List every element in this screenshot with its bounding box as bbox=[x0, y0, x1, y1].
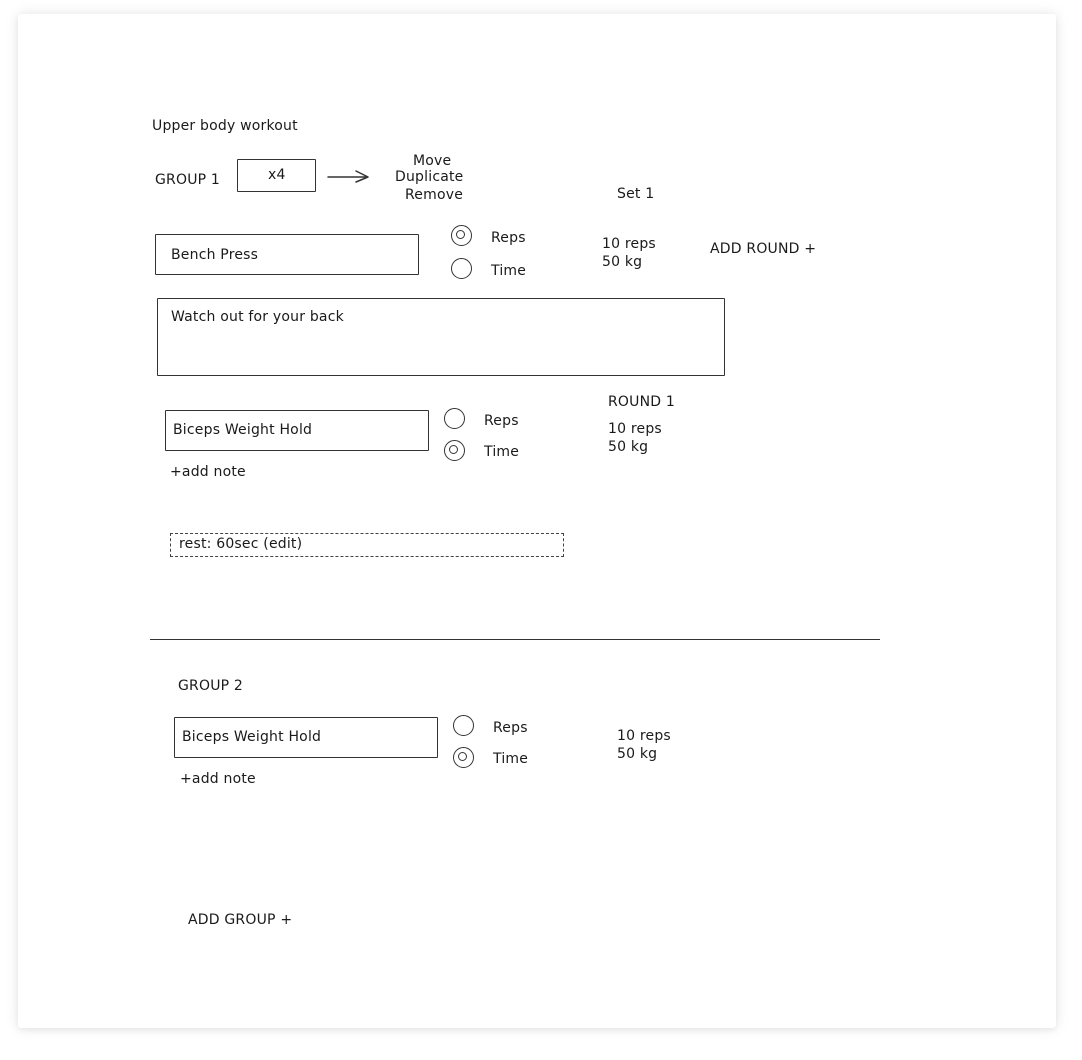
exercise-note-textarea[interactable] bbox=[157, 298, 725, 376]
rest-edit-box[interactable] bbox=[170, 533, 564, 557]
exercise-note-value: Watch out for your back bbox=[171, 309, 344, 325]
exercise-name-input[interactable] bbox=[174, 717, 438, 758]
group-1-multiplier-input[interactable] bbox=[237, 159, 316, 192]
group-1-remove-action[interactable]: Remove bbox=[405, 187, 464, 203]
group-1-move-action[interactable]: Move bbox=[413, 153, 452, 169]
add-round-button[interactable]: ADD ROUND + bbox=[710, 241, 817, 257]
exercise-reps-value: 10 reps bbox=[617, 728, 671, 744]
group-1-multiplier-value: x4 bbox=[268, 167, 286, 183]
radio-time[interactable] bbox=[451, 258, 472, 279]
group-1-label: GROUP 1 bbox=[155, 172, 221, 188]
radio-time-label: Time bbox=[484, 444, 520, 460]
radio-time[interactable] bbox=[444, 440, 465, 461]
exercise-name-input[interactable] bbox=[165, 410, 429, 451]
exercise-name-value: Biceps Weight Hold bbox=[173, 422, 313, 438]
exercise-weight-value: 50 kg bbox=[608, 439, 649, 455]
exercise-reps-value: 10 reps bbox=[602, 236, 656, 252]
add-note-link[interactable]: +add note bbox=[180, 771, 256, 787]
exercise-weight-value: 50 kg bbox=[617, 746, 658, 762]
exercise-name-value: Bench Press bbox=[171, 247, 259, 263]
add-group-button[interactable]: ADD GROUP + bbox=[188, 912, 293, 928]
radio-time-label: Time bbox=[493, 751, 529, 767]
radio-time-label: Time bbox=[491, 263, 527, 279]
radio-reps-label: Reps bbox=[493, 720, 528, 736]
exercise-weight-value: 50 kg bbox=[602, 254, 643, 270]
radio-reps[interactable] bbox=[444, 408, 465, 429]
radio-reps-label: Reps bbox=[484, 413, 519, 429]
exercise-reps-value: 10 reps bbox=[608, 421, 662, 437]
wireframe-card bbox=[18, 14, 1056, 1028]
group-1-duplicate-action[interactable]: Duplicate bbox=[395, 169, 464, 185]
radio-reps[interactable] bbox=[453, 715, 474, 736]
round-label: ROUND 1 bbox=[608, 394, 676, 410]
exercise-name-value: Biceps Weight Hold bbox=[182, 729, 322, 745]
add-note-link[interactable]: +add note bbox=[170, 464, 246, 480]
exercise-name-input[interactable] bbox=[155, 234, 419, 275]
rest-value: rest: 60sec (edit) bbox=[179, 536, 303, 552]
radio-reps-label: Reps bbox=[491, 230, 526, 246]
set-label: Set 1 bbox=[617, 186, 655, 202]
workout-title: Upper body workout bbox=[152, 118, 298, 134]
radio-time[interactable] bbox=[453, 747, 474, 768]
group-2-label: GROUP 2 bbox=[178, 678, 244, 694]
arrow-right-icon bbox=[326, 168, 372, 186]
radio-reps[interactable] bbox=[451, 225, 472, 246]
group-divider bbox=[150, 639, 880, 640]
